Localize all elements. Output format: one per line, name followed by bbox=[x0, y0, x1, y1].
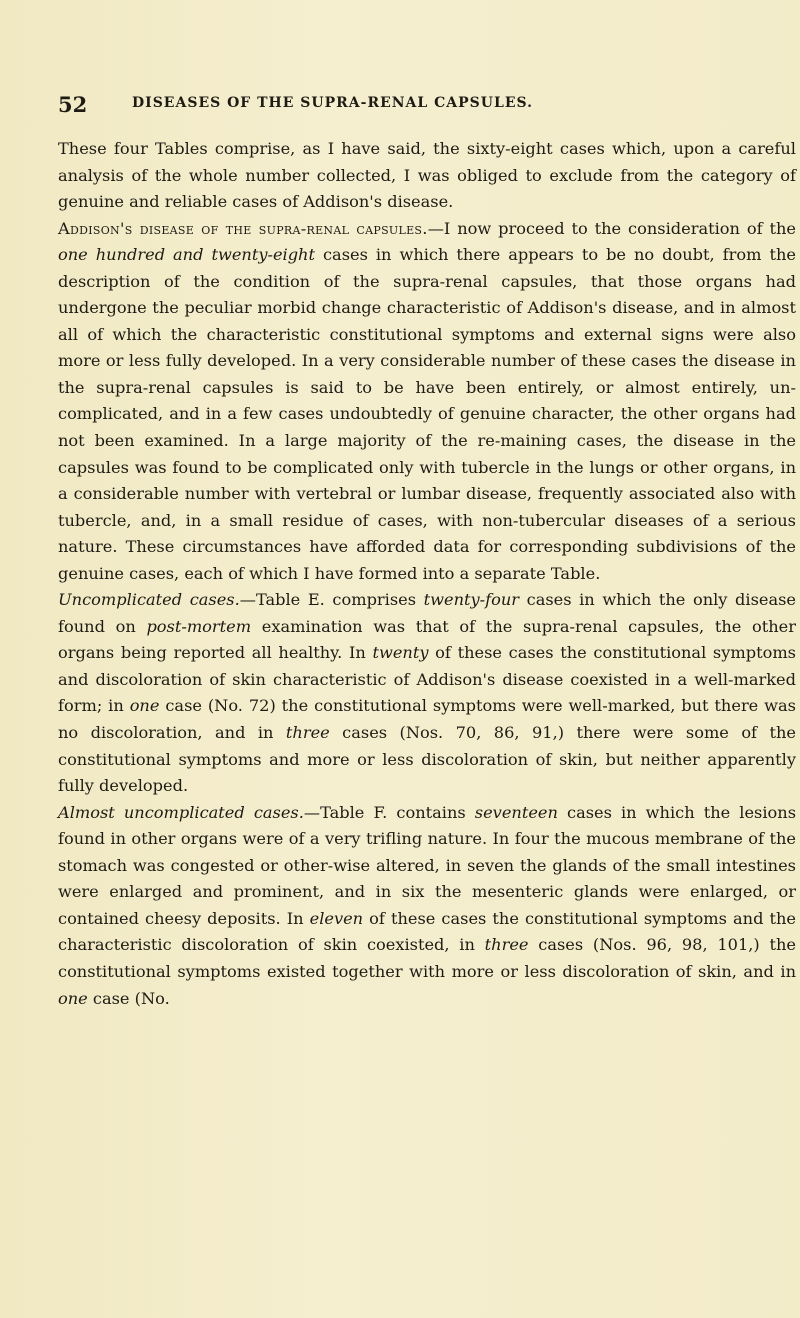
body-text bbox=[58, 136, 796, 1012]
page-header bbox=[58, 92, 798, 122]
section-heading: Addison's disease of the supra-renal capsules. bbox=[58, 218, 428, 238]
running-head: DISEASES OF THE SUPRA-RENAL CAPSULES. bbox=[132, 95, 533, 111]
page-number: 52 bbox=[58, 92, 88, 117]
paragraph-almost-uncomplicated-cases: Almost uncomplicated cases.—Table F. contains seventeen cases in which the lesions found in other organs were of a very trifling nature. In four the mucous membrane of the stomach was congested or other-wise altered, in seven the glands of the small intestines were enlarged and prominent, and in six the mesenteric glands were enlarged, or contained cheesy deposits. In eleven of these cases the constitutional symptoms and the characteristic discoloration of skin coexisted, in three cases (Nos. 96, 98, 101,) the constitutional symptoms existed together with more or less discoloration of skin, and in one case (No. bbox=[58, 802, 797, 1008]
paragraph-uncomplicated-cases: Uncomplicated cases.—Table E. comprises twenty-four cases in which the only disease found on post-mortem examination was that of the supra-renal capsules, the other organs being reported all healthy. In twenty of these cases the constitutional symptoms and discoloration of skin characteristic of Addison's disease coexisted in a well-marked form; in one case (No. 72) the constitutional symptoms were well-marked, but there was no discoloration, and in three cases (Nos. 70, 86, 91,) there were some of the constitutional symptoms and more or less discoloration of skin, but neither apparently fully developed. bbox=[58, 590, 797, 796]
section-heading: Almost uncomplicated cases. bbox=[58, 802, 304, 822]
paragraph-tables-summary: These four Tables comprise, as I have said, the sixty-eight cases which, upon a careful analysis of the whole number collected, I was obliged to exclude from the category of genuine and reliable cases of Addison's disease. bbox=[58, 139, 796, 212]
section-heading: Uncomplicated cases. bbox=[58, 590, 240, 610]
paragraph-addisons-disease: Addison's disease of the supra-renal capsules.—I now proceed to the consideration of the one hundred and twenty-eight cases in which there appears to be no doubt, from the description of the condition of the supra-renal capsules, that those organs had undergone the peculiar morbid change characteristic of Addison's disease, and in almost all of which the characteristic constitutional symptoms and external signs were also more or less fully developed. In a very considerable number of these cases the disease in the supra-renal capsules is said to be have been entirely, or almost entirely, un-complicated, and in a few cases undoubtedly of genuine character, the other organs had not been examined. In a large majority of the re-maining cases, the disease in the capsules was found to be complicated only with tubercle in the lungs or other organs, in a considerable number with vertebral or lumbar disease, frequently associated also with tubercle, and, in a small residue of cases, with non-tubercular diseases of a serious nature. These circumstances have afforded data for corresponding subdivisions of the genuine cases, each of which I have formed into a separate Table. bbox=[58, 218, 797, 583]
